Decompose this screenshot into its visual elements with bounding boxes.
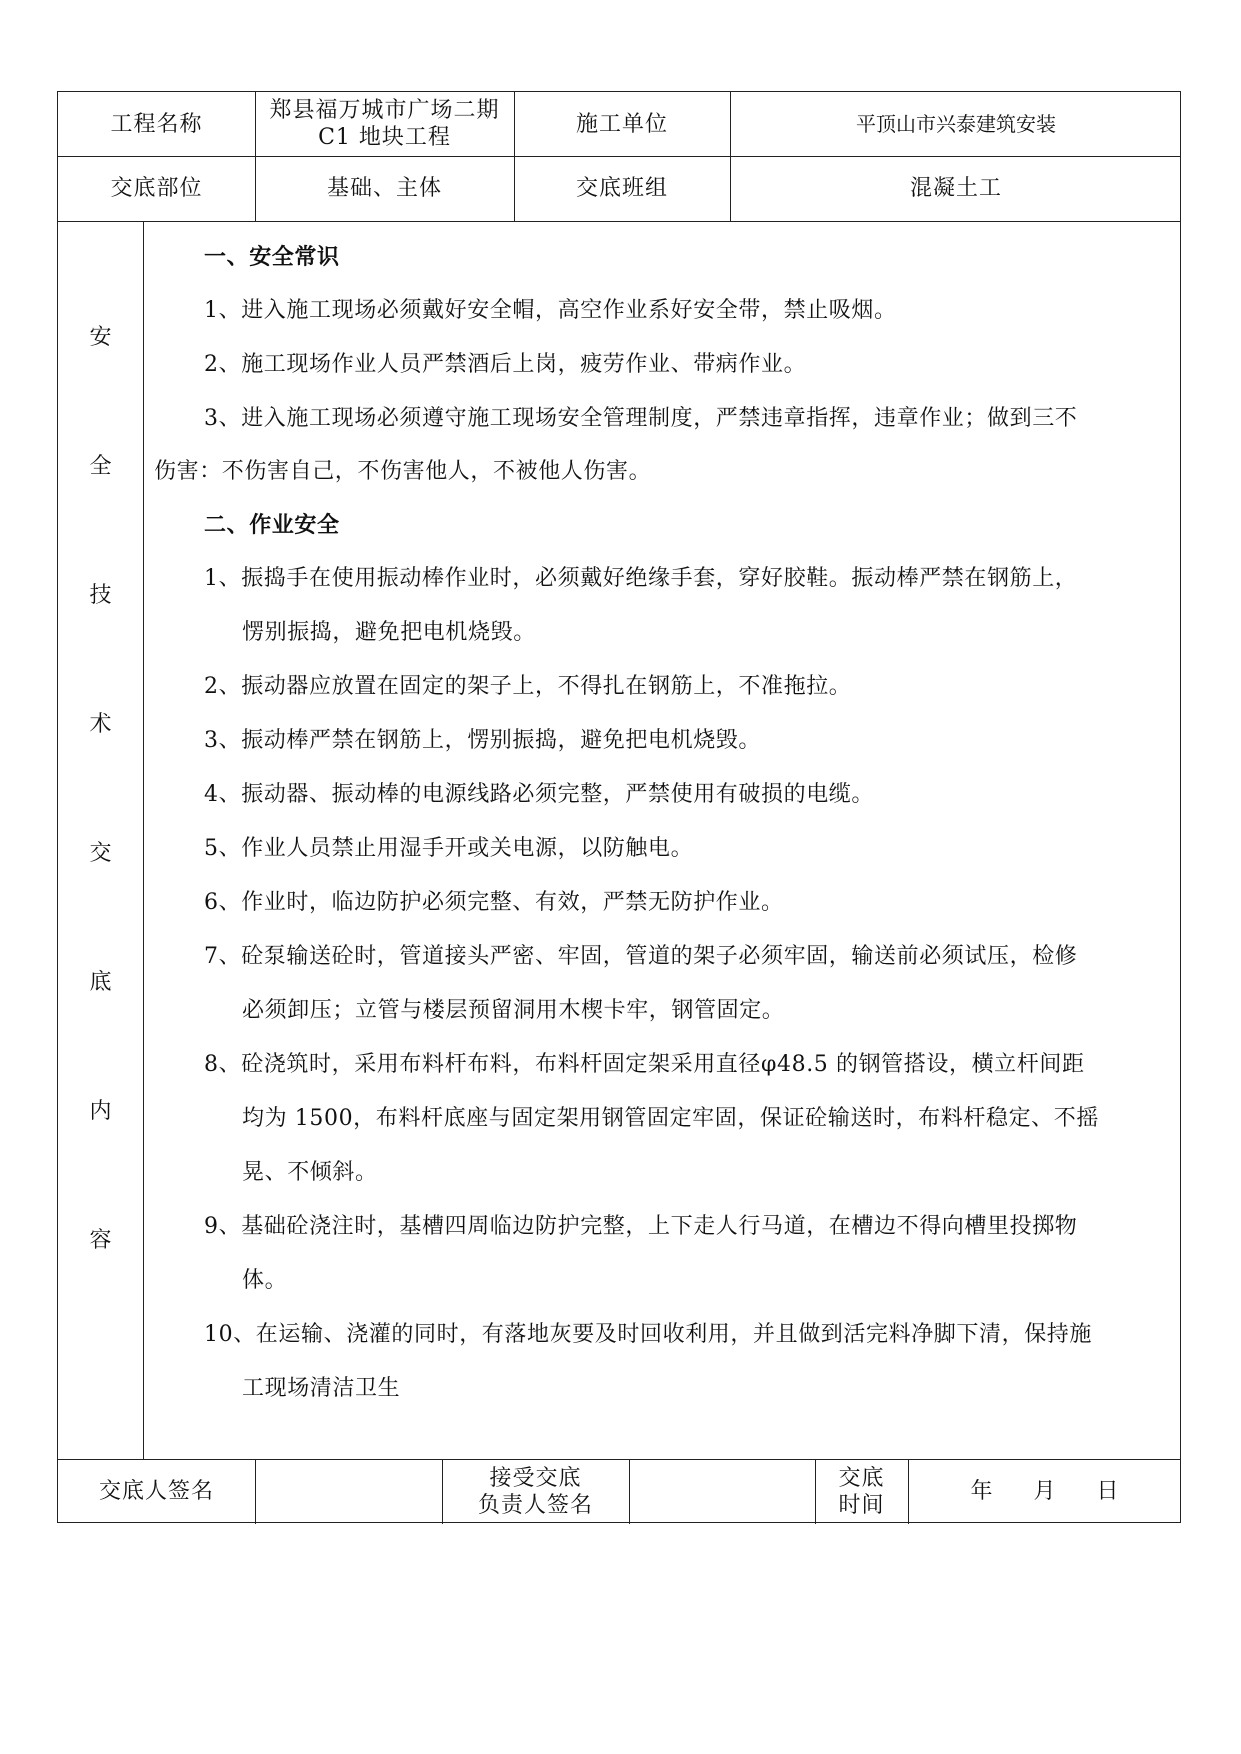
project-name-label: 工程名称 [110,111,203,137]
receiver-label-line2: 负责人签名 [477,1492,593,1518]
section1-title: 一、安全常识 [204,244,340,270]
project-name-value [255,92,514,156]
s2-item8: 8、砼浇筑时，采用布料杆布料，布料杆固定架采用直径φ48.5 的钢管搭设，横立杆间距 [204,1052,1085,1077]
side-title-char: 术 [89,712,112,737]
side-title-char: 全 [89,454,112,479]
s2-item1: 1、振捣手在使用振动棒作业时，必须戴好绝缘手套，穿好胶鞋。振动棒严禁在钢筋上， [204,566,1078,591]
s2-item10: 10、在运输、浇灌的同时，有落地灰要及时回收利用，并且做到活完料净脚下清，保持施 [204,1322,1092,1347]
date-field[interactable] [908,1459,1182,1524]
contractor-value: 平顶山市兴泰建筑安装 [856,112,1056,136]
s2-item9: 9、基础砼浇注时，基槽四周临边防护完整，上下走人行马道，在槽边不得向槽里投掷物 [204,1214,1078,1239]
project-name-line1: 郑县福万城市广场二期 [269,98,500,123]
s1-item2: 2、施工现场作业人员严禁酒后上岗，疲劳作业、带病作业。 [204,352,807,377]
s2-item10-cont: 工现场清洁卫生 [242,1376,401,1401]
side-title-char: 安 [89,325,112,350]
section2-title: 二、作业安全 [204,512,340,538]
project-name-line2: C1 地块工程 [318,125,451,150]
contractor-label: 施工单位 [575,111,668,137]
s2-item2: 2、振动器应放置在固定的架子上，不得扎在钢筋上，不准拖拉。 [204,674,852,699]
signer-label: 交底人签名 [98,1479,214,1504]
s2-item9-cont: 体。 [242,1268,288,1293]
s2-item3: 3、振动棒严禁在钢筋上，愣别振捣，避免把电机烧毁。 [204,728,761,753]
s2-item1-cont: 愣别振捣，避免把电机烧毁。 [242,620,536,645]
location-label: 交底部位 [110,176,203,201]
side-title-char: 底 [89,970,112,995]
team-value: 混凝土工 [909,176,1002,201]
s2-item8-cont: 均为 1500，布料杆底座与固定架用钢管固定牢固，保证砼输送时，布料杆稳定、不摇 [242,1106,1099,1131]
receiver-label-line1: 接受交底 [489,1465,582,1491]
row-divider [58,221,1180,222]
s2-item7-cont: 必须卸压；立管与楼层预留洞用木楔卡牢，钢管固定。 [242,998,785,1023]
date-day: 日 [1096,1479,1120,1504]
date-month: 月 [1033,1479,1057,1504]
disclosure-form-table [57,91,1181,1523]
col-divider [143,221,144,1459]
time-label [815,1459,908,1524]
s2-item7: 7、砼泵输送砼时，管道接头严密、牢固，管道的架子必须牢固，输送前必须试压，检修 [204,944,1078,969]
date-year: 年 [970,1479,994,1504]
receiver-signature-field[interactable] [629,1459,815,1524]
s1-item1: 1、进入施工现场必须戴好安全帽，高空作业系好安全带，禁止吸烟。 [204,298,897,323]
team-label: 交底班组 [575,176,668,201]
time-label-line1: 交底 [838,1465,885,1491]
side-title-char: 容 [89,1228,112,1253]
s1-item3-cont: 伤害：不伤害自己，不伤害他人，不被他人伤害。 [154,459,652,484]
location-value: 基础、主体 [326,176,442,201]
s1-item3: 3、进入施工现场必须遵守施工现场安全管理制度，严禁违章指挥，违章作业；做到三不 [204,406,1078,431]
signer-signature-field[interactable] [255,1459,442,1524]
s2-item8-cont2: 晃、不倾斜。 [242,1160,378,1185]
s2-item5: 5、作业人员禁止用湿手开或关电源，以防触电。 [204,836,694,861]
s2-item4: 4、振动器、振动棒的电源线路必须完整，严禁使用有破损的电缆。 [204,782,874,807]
side-title-char: 交 [89,841,112,866]
s2-item6: 6、作业时，临边防护必须完整、有效，严禁无防护作业。 [204,890,784,915]
receiver-label [442,1459,629,1524]
side-title-char: 技 [89,583,112,608]
time-label-line2: 时间 [838,1492,885,1518]
side-title-char: 内 [89,1099,112,1124]
